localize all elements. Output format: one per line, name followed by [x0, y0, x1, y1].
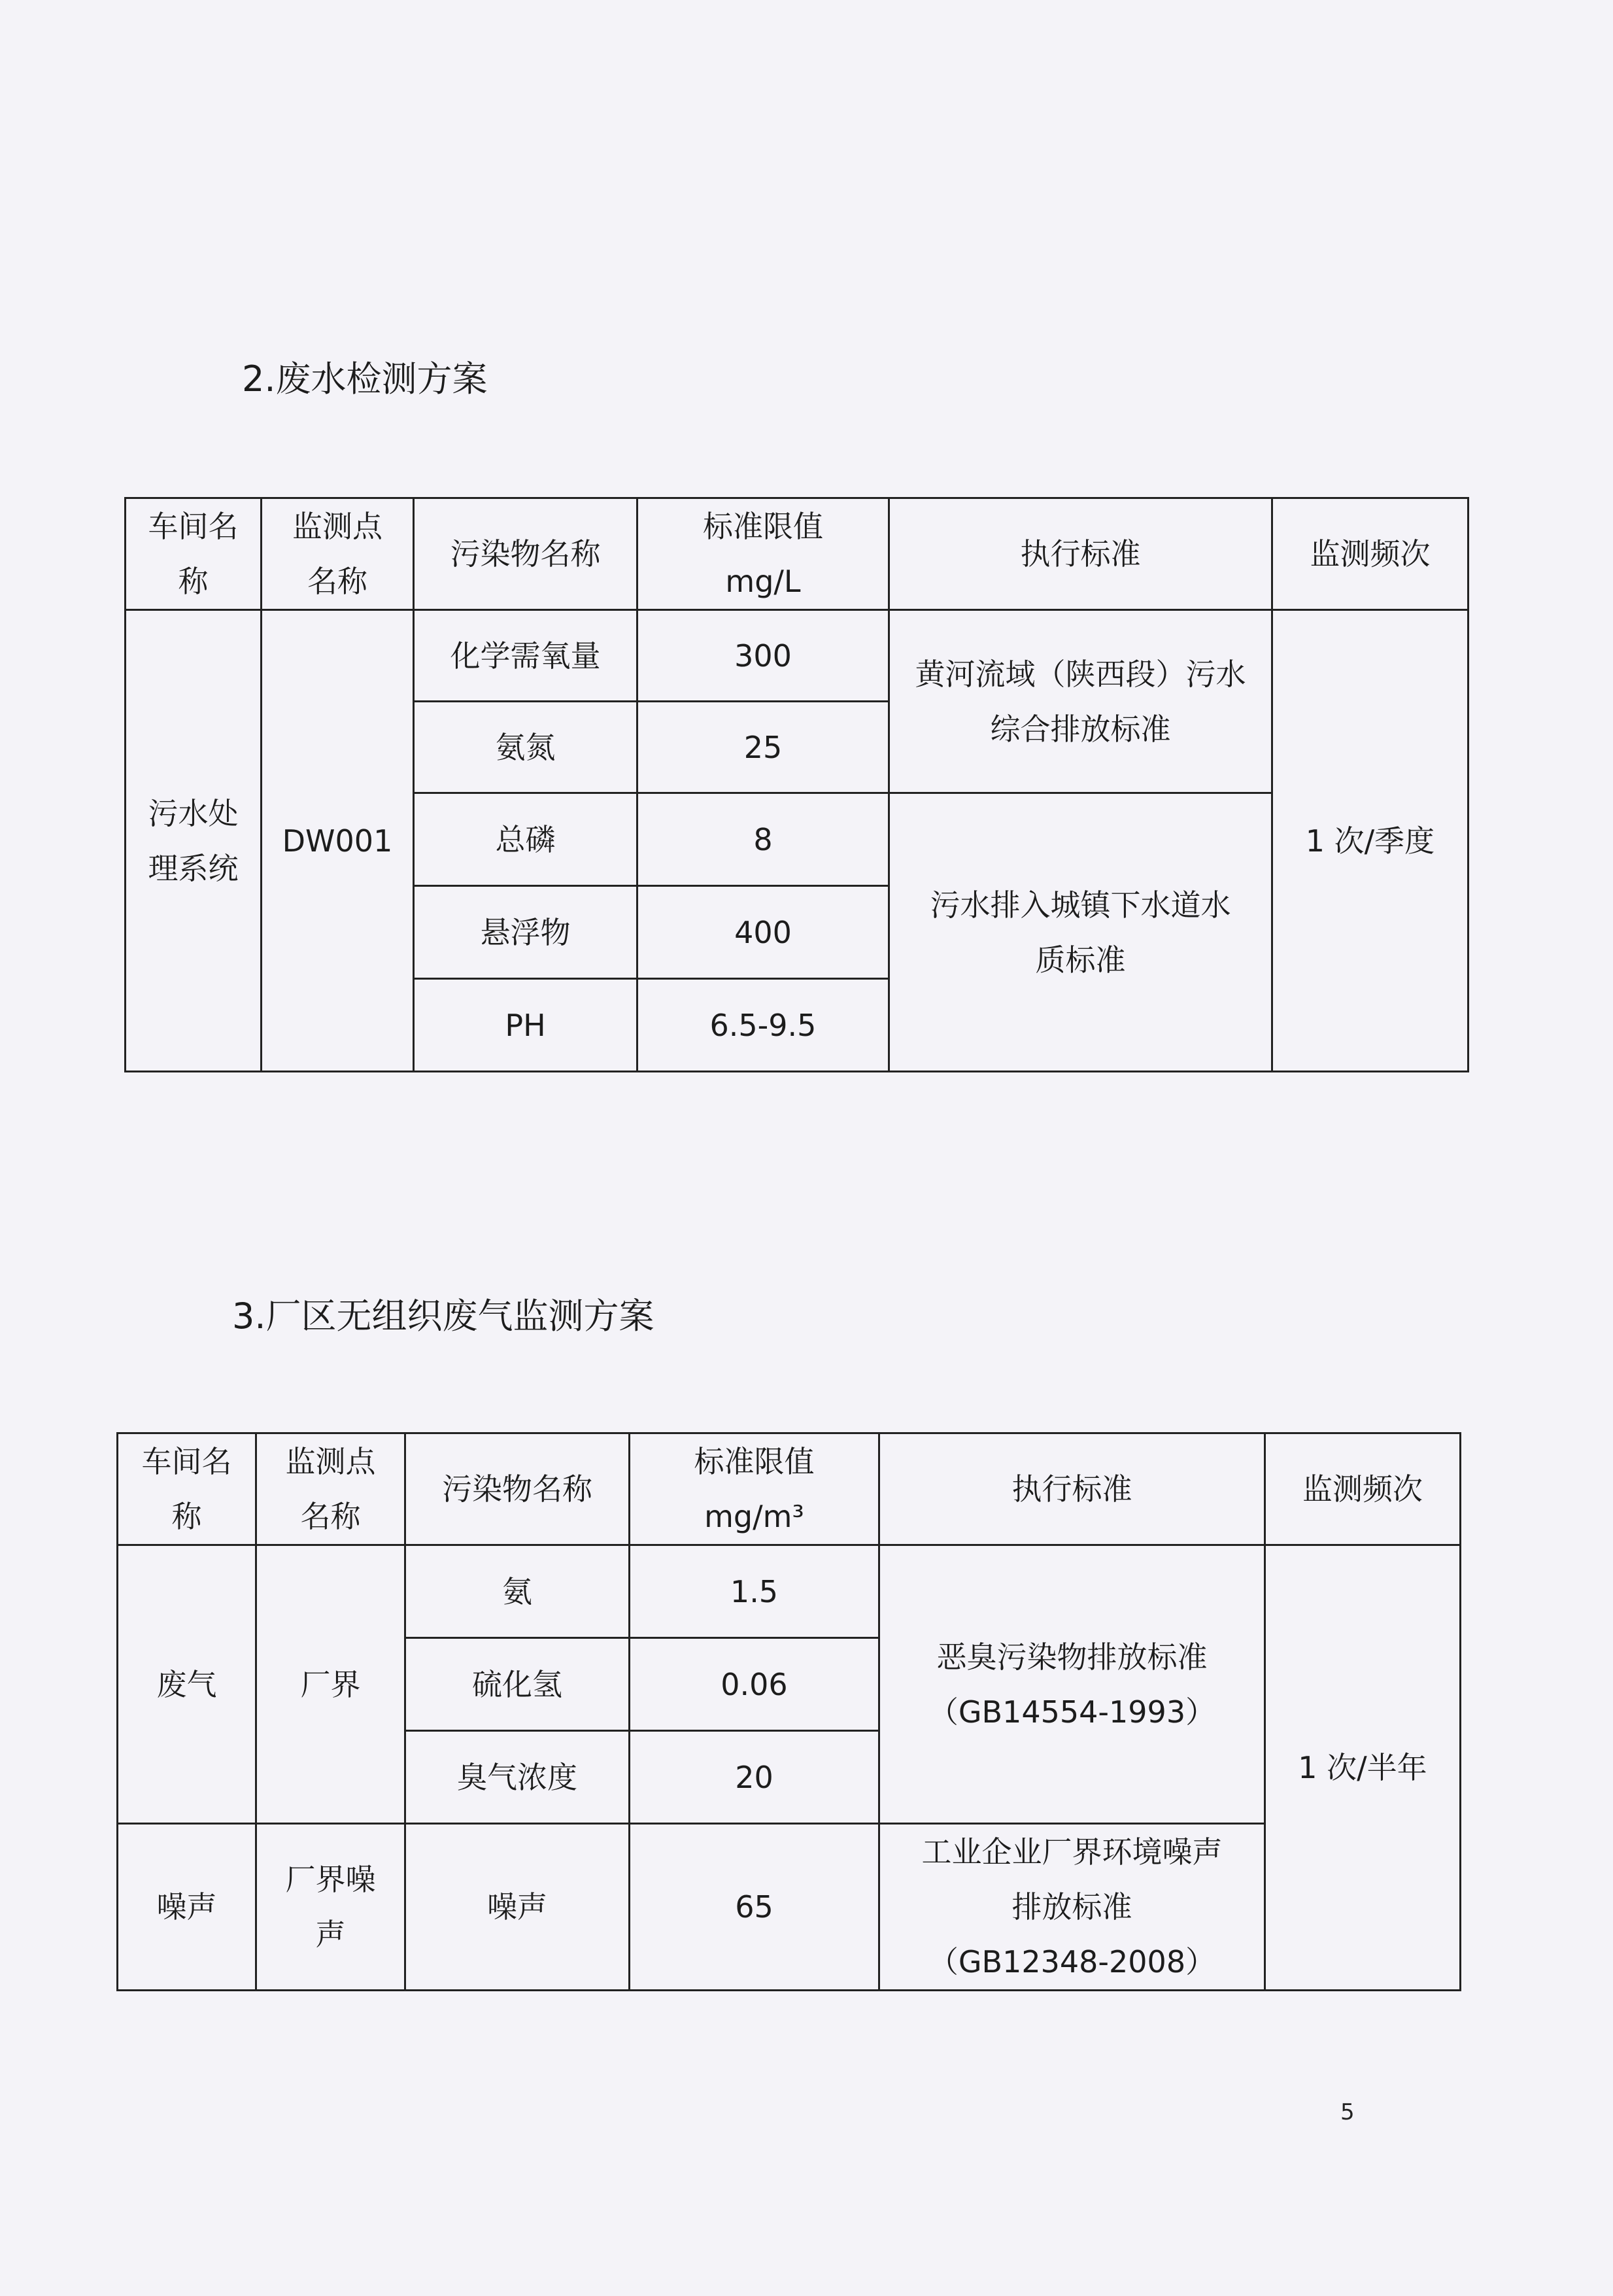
pollutant-cell: 总磷	[414, 793, 637, 886]
limit-cell: 400	[637, 886, 889, 979]
standard-cell: 工业企业厂界环境噪声 排放标准 （GB12348-2008）	[879, 1824, 1265, 1991]
header-workshop: 车间名 称	[118, 1433, 256, 1545]
workshop-cell: 噪声	[118, 1824, 256, 1991]
standard-cell: 污水排入城镇下水道水 质标准	[889, 793, 1272, 1072]
pollutant-cell: 噪声	[405, 1824, 630, 1991]
header-monitoring-point: 监测点 名称	[256, 1433, 405, 1545]
table-row	[126, 610, 1469, 702]
limit-cell: 1.5	[630, 1545, 879, 1638]
monitoring-point-cell: 厂界	[256, 1545, 405, 1824]
limit-cell: 8	[637, 793, 889, 886]
workshop-cell: 污水处 理系统	[126, 610, 262, 1072]
limit-cell: 0.06	[630, 1638, 879, 1731]
section-title-wastewater: 2.废水检测方案	[242, 358, 488, 400]
pollutant-cell: PH	[414, 979, 637, 1072]
limit-cell: 25	[637, 702, 889, 793]
header-limit: 标准限值 mg/m³	[630, 1433, 879, 1545]
pollutant-cell: 臭气浓度	[405, 1731, 630, 1824]
limit-cell: 20	[630, 1731, 879, 1824]
monitoring-point-cell: 厂界噪 声	[256, 1824, 405, 1991]
limit-cell: 6.5-9.5	[637, 979, 889, 1072]
header-monitoring-point: 监测点 名称	[262, 498, 414, 610]
monitoring-point-cell: DW001	[262, 610, 414, 1072]
limit-cell: 300	[637, 610, 889, 702]
pollutant-cell: 氨氮	[414, 702, 637, 793]
header-limit: 标准限值 mg/L	[637, 498, 889, 610]
fugitive-gas-monitoring-table	[116, 1432, 1461, 1991]
table-header-row	[118, 1433, 1461, 1545]
standard-cell: 黄河流域（陕西段）污水 综合排放标准	[889, 610, 1272, 793]
pollutant-cell: 氨	[405, 1545, 630, 1638]
table-row	[118, 1545, 1461, 1638]
table-header-row	[126, 498, 1469, 610]
header-frequency: 监测频次	[1265, 1433, 1461, 1545]
workshop-cell: 废气	[118, 1545, 256, 1824]
page-number: 5	[1340, 2099, 1355, 2125]
frequency-cell: 1 次/半年	[1265, 1545, 1461, 1991]
section-title-fugitive-gas: 3.厂区无组织废气监测方案	[232, 1295, 654, 1337]
header-standard: 执行标准	[889, 498, 1272, 610]
header-pollutant: 污染物名称	[405, 1433, 630, 1545]
pollutant-cell: 硫化氢	[405, 1638, 630, 1731]
wastewater-monitoring-table	[124, 497, 1469, 1072]
pollutant-cell: 化学需氧量	[414, 610, 637, 702]
standard-cell: 恶臭污染物排放标准 （GB14554-1993）	[879, 1545, 1265, 1824]
pollutant-cell: 悬浮物	[414, 886, 637, 979]
header-workshop: 车间名 称	[126, 498, 262, 610]
header-pollutant: 污染物名称	[414, 498, 637, 610]
header-standard: 执行标准	[879, 1433, 1265, 1545]
frequency-cell: 1 次/季度	[1272, 610, 1469, 1072]
header-frequency: 监测频次	[1272, 498, 1469, 610]
table-row	[118, 1824, 1461, 1991]
limit-cell: 65	[630, 1824, 879, 1991]
